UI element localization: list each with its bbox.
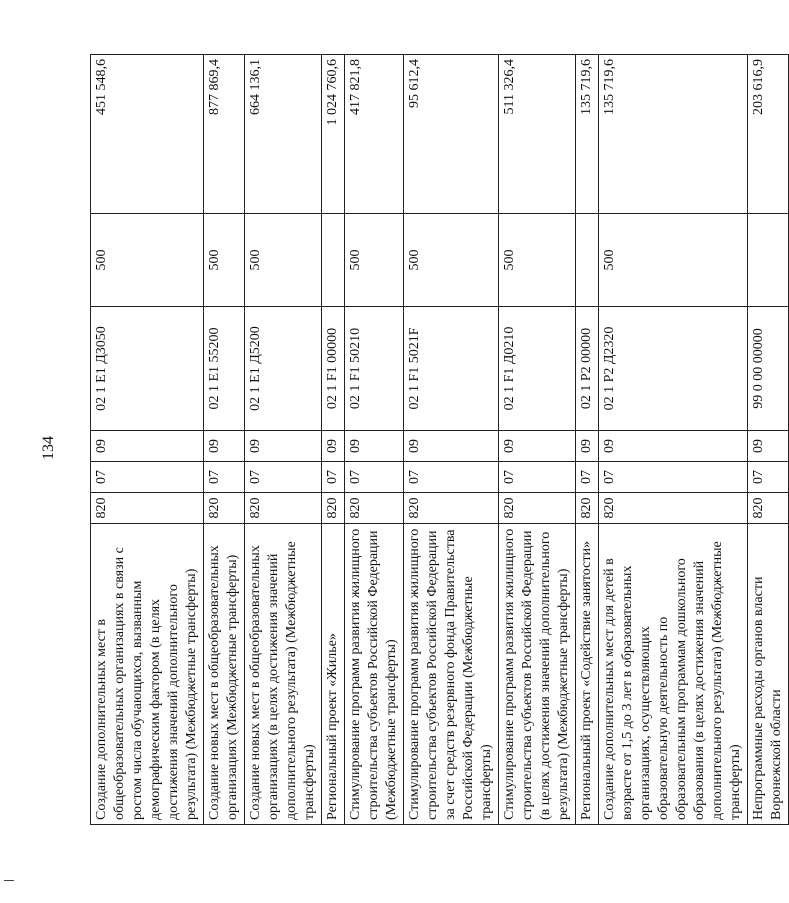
row-name-cell: Создание дополнительных мест в общеобразовательных организациях в связи с ростом числа обучающихся, вызванным демографическим фактором (в целях достижения значений дополнительного результата) (Межбюджетные трансферты): [91, 524, 204, 825]
row-name-cell: Стимулирование программ развития жилищного строительства субъектов Российской Федерации (в целях достижения значений дополнительного результата) (Межбюджетные трансферты): [499, 524, 576, 825]
subsection-code-cell: 09: [404, 431, 499, 462]
section-code-cell: 07: [748, 462, 789, 493]
section-code-cell: 07: [91, 462, 204, 493]
expense-type-cell: 500: [245, 214, 322, 307]
budget-table: [90, 54, 789, 825]
section-code-cell: 07: [404, 462, 499, 493]
target-article-cell: 02 1 E1 Д3050: [91, 307, 204, 431]
expense-type-cell: [322, 214, 345, 307]
expense-type-cell: [748, 214, 789, 307]
page-number: 134: [40, 436, 57, 460]
row-name-cell: Непрограммные расходы органов власти Воронежской области: [748, 524, 789, 825]
table-row: [204, 55, 245, 825]
subsection-code-cell: 09: [599, 431, 748, 462]
ministry-code-cell: 820: [576, 493, 599, 524]
row-name-cell: Создание дополнительных мест для детей в возрасте от 1,5 до 3 лет в образовательных организациях, осуществляющих образовательную деятельность по образовательным программам дошкольного образования (в целях достижения значений дополнительного результата) (Межбюджетные трансферты): [599, 524, 748, 825]
amount-cell: 451 548,6: [91, 55, 204, 214]
expense-type-cell: 500: [345, 214, 404, 307]
table-row: [499, 55, 576, 825]
table-row: [576, 55, 599, 825]
ministry-code-cell: 820: [499, 493, 576, 524]
target-article-cell: 02 1 P2 00000: [576, 307, 599, 431]
amount-cell: 135 719,6: [599, 55, 748, 214]
target-article-cell: 02 1 F1 Д0210: [499, 307, 576, 431]
section-code-cell: 07: [204, 462, 245, 493]
amount-cell: 203 616,9: [748, 55, 789, 214]
row-name-cell: Создание новых мест в общеобразовательных организациях (Межбюджетные трансферты): [204, 524, 245, 825]
ministry-code-cell: 820: [245, 493, 322, 524]
ministry-code-cell: 820: [748, 493, 789, 524]
subsection-code-cell: 09: [245, 431, 322, 462]
target-article-cell: 02 1 F1 5021F: [404, 307, 499, 431]
ministry-code-cell: 820: [345, 493, 404, 524]
expense-type-cell: 500: [599, 214, 748, 307]
ministry-code-cell: 820: [404, 493, 499, 524]
target-article-cell: 02 1 F1 50210: [345, 307, 404, 431]
subsection-code-cell: 09: [499, 431, 576, 462]
rotated-table-container: [90, 55, 784, 825]
row-name-cell: Региональный проект «Жилье»: [322, 524, 345, 825]
subsection-code-cell: 09: [576, 431, 599, 462]
target-article-cell: 99 0 00 00000: [748, 307, 789, 431]
subsection-code-cell: 09: [748, 431, 789, 462]
expense-type-cell: [576, 214, 599, 307]
ministry-code-cell: 820: [322, 493, 345, 524]
table-row: [404, 55, 499, 825]
amount-cell: 877 869,4: [204, 55, 245, 214]
target-article-cell: 02 1 F1 00000: [322, 307, 345, 431]
table-row: [748, 55, 789, 825]
section-code-cell: 07: [499, 462, 576, 493]
subsection-code-cell: 09: [345, 431, 404, 462]
subsection-code-cell: 09: [204, 431, 245, 462]
table-row: [345, 55, 404, 825]
section-code-cell: 07: [345, 462, 404, 493]
expense-type-cell: 500: [204, 214, 245, 307]
ministry-code-cell: 820: [204, 493, 245, 524]
target-article-cell: 02 1 E1 Д5200: [245, 307, 322, 431]
section-code-cell: 07: [599, 462, 748, 493]
subsection-code-cell: 09: [91, 431, 204, 462]
scan-edge-mark: [4, 880, 14, 881]
row-name-cell: Стимулирование программ развития жилищного строительства субъектов Российской Федерации (Межбюджетные трансферты): [345, 524, 404, 825]
row-name-cell: Стимулирование программ развития жилищного строительства субъектов Российской Федерации за счет средств резервного фонда Правительства Российской Федерации (Межбюджетные трансферты): [404, 524, 499, 825]
amount-cell: 135 719,6: [576, 55, 599, 214]
section-code-cell: 07: [322, 462, 345, 493]
section-code-cell: 07: [576, 462, 599, 493]
amount-cell: 95 612,4: [404, 55, 499, 214]
section-code-cell: 07: [245, 462, 322, 493]
row-name-cell: Региональный проект «Содействие занятости»: [576, 524, 599, 825]
ministry-code-cell: 820: [599, 493, 748, 524]
table-row: [599, 55, 748, 825]
amount-cell: 1 024 760,6: [322, 55, 345, 214]
target-article-cell: 02 1 E1 55200: [204, 307, 245, 431]
amount-cell: 511 326,4: [499, 55, 576, 214]
table-row: [245, 55, 322, 825]
row-name-cell: Создание новых мест в общеобразовательных организациях (в целях достижения значений дополнительного результата) (Межбюджетные трансферты): [245, 524, 322, 825]
target-article-cell: 02 1 P2 Д2320: [599, 307, 748, 431]
expense-type-cell: 500: [91, 214, 204, 307]
table-row: [91, 55, 204, 825]
expense-type-cell: 500: [499, 214, 576, 307]
table-body: [91, 55, 789, 825]
amount-cell: 664 136,1: [245, 55, 322, 214]
ministry-code-cell: 820: [91, 493, 204, 524]
amount-cell: 417 821,8: [345, 55, 404, 214]
expense-type-cell: 500: [404, 214, 499, 307]
subsection-code-cell: 09: [322, 431, 345, 462]
table-row: [322, 55, 345, 825]
